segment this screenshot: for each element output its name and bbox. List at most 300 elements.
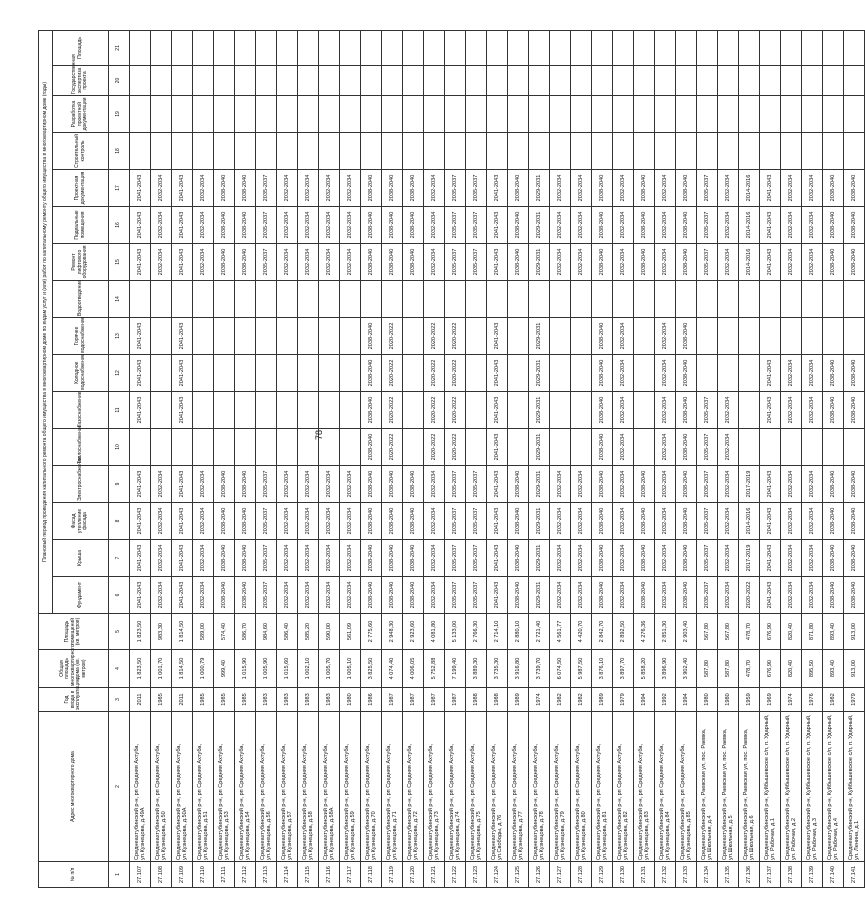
table-row (823, 30, 844, 887)
row-period-cell: 2029-2031 (529, 466, 550, 503)
row-address: Среднеахтубинский р-н, рп Средняя Ахтуба, ул.Кузнецова, д.74 (445, 712, 466, 862)
row-period-cell (529, 281, 550, 318)
row-number: 27.118 (361, 862, 382, 888)
row-number: 27.133 (676, 862, 697, 888)
table-row (571, 30, 592, 887)
row-period-cell: 2038-2040 (508, 170, 529, 207)
row-year: 2011 (172, 688, 193, 712)
row-period-cell: 2032-2034 (193, 540, 214, 577)
row-period-cell: 2032-2034 (571, 466, 592, 503)
row-total-area: 3 876,10 (592, 650, 613, 688)
header-sub-14: Разработка проектной документации (53, 96, 109, 133)
row-total-area: 7 199,40 (445, 650, 466, 688)
row-period-cell (634, 133, 655, 170)
row-period-cell (739, 429, 760, 466)
row-period-cell (571, 133, 592, 170)
row-period-cell (718, 30, 739, 65)
row-period-cell: 2035-2037 (466, 503, 487, 540)
row-period-cell: 2035-2037 (466, 540, 487, 577)
row-period-cell: 2041-2043 (172, 207, 193, 244)
row-total-area: 587,80 (697, 650, 718, 688)
row-period-cell (340, 96, 361, 133)
row-period-cell: 2041-2043 (130, 540, 151, 577)
row-period-cell: 2032-2034 (655, 318, 676, 355)
row-period-cell: 2020-2022 (739, 577, 760, 614)
header-living-area: Площадь помещений (кв. метров) (39, 614, 109, 650)
row-period-cell (781, 96, 802, 133)
row-year: 1969 (760, 688, 781, 712)
row-period-cell: 2041-2043 (130, 170, 151, 207)
row-period-cell: 2038-2040 (823, 392, 844, 429)
row-period-cell: 2038-2040 (592, 244, 613, 281)
row-period-cell (235, 429, 256, 466)
row-period-cell: 2032-2034 (151, 503, 172, 540)
row-address: Среднеахтубинский р-н, рп Средняя Ахтуба, ул.Свободы, д.76 (487, 712, 508, 862)
row-period-cell: 2041-2043 (130, 318, 151, 355)
row-period-cell (508, 30, 529, 65)
row-period-cell: 2032-2034 (340, 503, 361, 540)
row-period-cell (466, 318, 487, 355)
row-period-cell (634, 281, 655, 318)
row-living-area: 871,80 (802, 614, 823, 650)
row-period-cell: 2032-2034 (340, 540, 361, 577)
row-living-area: 2 721,40 (529, 614, 550, 650)
row-living-area: 586,70 (235, 614, 256, 650)
row-period-cell: 2038-2040 (634, 540, 655, 577)
table-row (760, 30, 781, 887)
row-period-cell (571, 392, 592, 429)
row-total-area: 1 823,50 (130, 650, 151, 688)
row-total-area: 676,90 (760, 650, 781, 688)
row-total-area: 999,40 (214, 650, 235, 688)
row-period-cell: 2038-2040 (235, 207, 256, 244)
row-period-cell: 2038-2040 (823, 170, 844, 207)
row-period-cell (424, 281, 445, 318)
row-period-cell: 2032-2034 (655, 207, 676, 244)
row-period-cell (319, 429, 340, 466)
row-period-cell (571, 66, 592, 96)
row-living-area: 2 903,40 (676, 614, 697, 650)
row-period-cell (256, 133, 277, 170)
row-period-cell (130, 133, 151, 170)
row-number: 27.135 (718, 862, 739, 888)
row-total-area: 478,70 (739, 650, 760, 688)
row-period-cell: 2041-2043 (172, 503, 193, 540)
column-number: 8 (109, 503, 130, 540)
row-period-cell: 2032-2034 (718, 392, 739, 429)
row-period-cell (613, 66, 634, 96)
row-period-cell (802, 281, 823, 318)
column-number: 21 (109, 30, 130, 65)
row-period-cell: 2032-2034 (193, 244, 214, 281)
row-address: Среднеахтубинский р-н, рп Средняя Ахтуба, ул.Кузнецова, д.54 (235, 712, 256, 862)
row-period-cell: 2041-2043 (130, 503, 151, 540)
row-period-cell: 2032-2034 (613, 170, 634, 207)
row-address: Среднеахтубинский р-н, рп Средняя Ахтуба, ул.Кузнецова, д.56 (256, 712, 277, 862)
row-period-cell (508, 281, 529, 318)
row-address: Среднеахтубинский р-н, Раевская ул, пос. Раевка, ул.Школьная, д.6 (739, 712, 760, 862)
column-number: 10 (109, 429, 130, 466)
column-number: 18 (109, 133, 130, 170)
row-period-cell (403, 392, 424, 429)
row-period-cell: 2032-2034 (781, 466, 802, 503)
row-period-cell (508, 318, 529, 355)
row-year: 1982 (823, 688, 844, 712)
row-address: Среднеахтубинский р-н, Куйбышевское с/п, п. Ударный, ул. Рабочая, д.3 (802, 712, 823, 862)
row-period-cell: 2041-2043 (487, 577, 508, 614)
row-period-cell (298, 281, 319, 318)
row-total-area: 1 001,70 (151, 650, 172, 688)
row-period-cell: 2041-2043 (130, 392, 151, 429)
row-address: Среднеахтубинский р-н, рп Средняя Ахтуба, ул.Кузнецова, д.50 (151, 712, 172, 862)
row-period-cell: 2032-2034 (571, 540, 592, 577)
row-period-cell: 2038-2040 (382, 577, 403, 614)
row-period-cell: 2038-2040 (676, 429, 697, 466)
row-period-cell (340, 429, 361, 466)
row-number: 27.128 (571, 862, 592, 888)
table-row (193, 30, 214, 887)
row-period-cell: 2041-2043 (172, 355, 193, 392)
column-number: 9 (109, 466, 130, 503)
row-period-cell (298, 133, 319, 170)
row-period-cell: 2041-2043 (487, 429, 508, 466)
row-number: 27.139 (802, 862, 823, 888)
row-period-cell (445, 96, 466, 133)
row-period-cell: 2032-2034 (802, 540, 823, 577)
row-period-cell (676, 96, 697, 133)
row-period-cell (571, 96, 592, 133)
row-period-cell: 2038-2040 (592, 392, 613, 429)
row-period-cell: 2032-2034 (718, 577, 739, 614)
row-period-cell: 2035-2037 (256, 577, 277, 614)
row-period-cell (823, 66, 844, 96)
row-period-cell (319, 96, 340, 133)
row-year: 1988 (466, 688, 487, 712)
row-period-cell: 2032-2034 (151, 170, 172, 207)
row-year: 1980 (340, 688, 361, 712)
row-living-area: 2 851,30 (655, 614, 676, 650)
row-year: 1974 (529, 688, 550, 712)
row-period-cell (697, 318, 718, 355)
row-year: 1989 (592, 688, 613, 712)
row-period-cell (781, 133, 802, 170)
row-period-cell: 2032-2034 (424, 170, 445, 207)
row-period-cell: 2041-2043 (130, 577, 151, 614)
row-period-cell: 2032-2034 (193, 503, 214, 540)
row-year: 1974 (781, 688, 802, 712)
row-period-cell: 2032-2034 (319, 170, 340, 207)
row-period-cell: 2032-2034 (781, 540, 802, 577)
table-row (508, 30, 529, 887)
table-row (361, 30, 382, 887)
row-period-cell (508, 96, 529, 133)
row-period-cell: 2038-2040 (214, 244, 235, 281)
row-period-cell (844, 429, 865, 466)
row-period-cell: 2032-2034 (802, 503, 823, 540)
table-row (718, 30, 739, 887)
column-number: 19 (109, 96, 130, 133)
row-period-cell: 2038-2040 (844, 392, 865, 429)
row-period-cell (130, 96, 151, 133)
row-period-cell: 2032-2034 (151, 577, 172, 614)
row-period-cell: 2032-2034 (319, 540, 340, 577)
row-number: 27.115 (298, 862, 319, 888)
row-period-cell: 2032-2034 (193, 577, 214, 614)
row-period-cell (172, 281, 193, 318)
row-period-cell: 2035-2037 (445, 503, 466, 540)
row-period-cell: 2038-2040 (403, 207, 424, 244)
row-period-cell (697, 133, 718, 170)
row-address: Среднеахтубинский р-н, рп Средняя Ахтуба, ул.Кузнецова, д.82 (613, 712, 634, 862)
row-period-cell: 2032-2034 (277, 577, 298, 614)
row-period-cell: 2029-2031 (529, 540, 550, 577)
row-period-cell: 2041-2043 (760, 392, 781, 429)
row-living-area: 2 880,10 (508, 614, 529, 650)
row-period-cell (172, 96, 193, 133)
row-year: 1986 (361, 688, 382, 712)
row-period-cell (172, 66, 193, 96)
row-period-cell: 2041-2043 (172, 392, 193, 429)
column-number: 7 (109, 540, 130, 577)
row-period-cell: 2032-2034 (718, 503, 739, 540)
row-period-cell: 2032-2034 (298, 540, 319, 577)
row-period-cell: 2038-2040 (823, 503, 844, 540)
row-period-cell (760, 66, 781, 96)
row-living-area: 2 892,50 (613, 614, 634, 650)
table-row (235, 30, 256, 887)
row-address: Среднеахтубинский р-н, Куйбышевское с/п, п. Ударный, ул. Рабочая, д.4 (823, 712, 844, 862)
row-period-cell: 2035-2037 (445, 466, 466, 503)
row-period-cell: 2038-2040 (403, 503, 424, 540)
row-period-cell: 2032-2034 (424, 244, 445, 281)
row-total-area: 913,00 (844, 650, 865, 688)
row-period-cell: 2032-2034 (613, 392, 634, 429)
table-row (403, 30, 424, 887)
row-period-cell: 2029-2031 (529, 207, 550, 244)
row-total-area: 5 858,20 (634, 650, 655, 688)
row-period-cell: 2038-2040 (361, 466, 382, 503)
row-period-cell: 2032-2034 (550, 244, 571, 281)
row-period-cell: 2038-2040 (592, 577, 613, 614)
row-period-cell: 2032-2034 (613, 577, 634, 614)
row-total-area: 1 015,90 (235, 650, 256, 688)
row-period-cell: 2038-2040 (676, 392, 697, 429)
row-period-cell (739, 66, 760, 96)
table-row (550, 30, 571, 887)
row-period-cell: 2032-2034 (277, 170, 298, 207)
row-period-cell (151, 281, 172, 318)
row-period-cell: 2041-2043 (172, 466, 193, 503)
row-period-cell: 2035-2037 (697, 170, 718, 207)
row-period-cell (529, 96, 550, 133)
row-period-cell (613, 30, 634, 65)
row-period-cell (487, 66, 508, 96)
row-period-cell (529, 133, 550, 170)
row-period-cell: 2032-2034 (424, 466, 445, 503)
row-period-cell (550, 30, 571, 65)
row-period-cell (634, 96, 655, 133)
row-period-cell (781, 30, 802, 65)
row-period-cell (550, 133, 571, 170)
row-year: 1983 (319, 688, 340, 712)
row-period-cell (424, 30, 445, 65)
row-period-cell (844, 133, 865, 170)
row-period-cell: 2038-2040 (235, 577, 256, 614)
row-period-cell (277, 133, 298, 170)
header-sub-5: Теплоснабжение (53, 429, 109, 466)
row-period-cell (340, 66, 361, 96)
row-period-cell (466, 429, 487, 466)
row-period-cell (508, 392, 529, 429)
row-number: 27.116 (319, 862, 340, 888)
row-period-cell (256, 96, 277, 133)
row-period-cell: 2035-2037 (697, 207, 718, 244)
row-period-cell (403, 429, 424, 466)
row-period-cell: 2035-2037 (256, 207, 277, 244)
row-period-cell (844, 318, 865, 355)
row-period-cell: 2020-2022 (445, 392, 466, 429)
row-period-cell (193, 355, 214, 392)
rotated-content (38, 33, 860, 888)
row-period-cell: 2032-2034 (718, 207, 739, 244)
row-year: 1985 (235, 688, 256, 712)
row-period-cell (802, 429, 823, 466)
row-period-cell: 2032-2034 (613, 244, 634, 281)
row-period-cell: 2032-2034 (277, 540, 298, 577)
row-living-area: 567,80 (697, 614, 718, 650)
table-row (277, 30, 298, 887)
row-period-cell: 2038-2040 (844, 207, 865, 244)
row-period-cell (697, 96, 718, 133)
row-period-cell (319, 392, 340, 429)
row-period-cell (214, 30, 235, 65)
row-period-cell: 2038-2040 (676, 540, 697, 577)
row-period-cell (298, 392, 319, 429)
row-period-cell (802, 66, 823, 96)
row-period-cell (445, 66, 466, 96)
row-period-cell: 2032-2034 (298, 466, 319, 503)
row-period-cell: 2035-2037 (445, 540, 466, 577)
row-period-cell: 2032-2034 (613, 207, 634, 244)
row-period-cell: 2035-2037 (697, 244, 718, 281)
row-period-cell: 2032-2034 (655, 170, 676, 207)
row-period-cell (235, 318, 256, 355)
row-period-cell: 2038-2040 (844, 577, 865, 614)
row-period-cell (235, 96, 256, 133)
row-total-area: 3 825,50 (361, 650, 382, 688)
row-period-cell: 2038-2040 (235, 466, 256, 503)
row-period-cell: 2038-2040 (676, 355, 697, 392)
row-year: 1992 (655, 688, 676, 712)
page-number: 78 (314, 429, 325, 441)
row-period-cell (739, 318, 760, 355)
table-row (844, 30, 865, 887)
row-period-cell: 2032-2034 (613, 318, 634, 355)
row-period-cell: 2017-2019 (739, 466, 760, 503)
row-period-cell (214, 318, 235, 355)
row-period-cell: 2038-2040 (634, 170, 655, 207)
row-period-cell (319, 281, 340, 318)
row-period-cell (697, 281, 718, 318)
row-total-area: 4 074,40 (382, 650, 403, 688)
row-period-cell (445, 30, 466, 65)
row-period-cell: 2038-2040 (214, 170, 235, 207)
row-period-cell (760, 281, 781, 318)
row-period-cell (214, 133, 235, 170)
row-number: 27.117 (340, 862, 361, 888)
row-period-cell (592, 133, 613, 170)
row-period-cell (613, 96, 634, 133)
row-period-cell: 2038-2040 (214, 577, 235, 614)
row-period-cell (739, 281, 760, 318)
row-period-cell: 2041-2043 (130, 466, 151, 503)
table-row (298, 30, 319, 887)
table-row (256, 30, 277, 887)
row-living-area: 4 276,36 (634, 614, 655, 650)
row-period-cell (256, 281, 277, 318)
row-period-cell: 2032-2034 (802, 355, 823, 392)
row-year: 1985 (151, 688, 172, 712)
row-period-cell: 2038-2040 (214, 466, 235, 503)
row-total-area: 4 006,05 (403, 650, 424, 688)
row-period-cell (151, 429, 172, 466)
row-period-cell: 2032-2034 (424, 540, 445, 577)
row-period-cell (256, 392, 277, 429)
row-period-cell: 2038-2040 (382, 170, 403, 207)
row-period-cell (466, 281, 487, 318)
header-sub-15: Государственная экспертиза проекта (53, 66, 109, 96)
row-living-area: 1 823,50 (130, 614, 151, 650)
row-period-cell: 2038-2040 (403, 466, 424, 503)
row-period-cell (256, 429, 277, 466)
row-year: 1983 (298, 688, 319, 712)
row-period-cell (676, 30, 697, 65)
row-period-cell: 2038-2040 (634, 466, 655, 503)
row-period-cell (403, 30, 424, 65)
row-period-cell (466, 355, 487, 392)
row-period-cell: 2035-2037 (466, 466, 487, 503)
row-year: 1987 (382, 688, 403, 712)
row-period-cell: 2032-2034 (655, 355, 676, 392)
row-total-area: 3 735,30 (487, 650, 508, 688)
row-year: 1982 (550, 688, 571, 712)
row-period-cell (844, 281, 865, 318)
row-period-cell: 2038-2040 (361, 207, 382, 244)
row-period-cell: 2038-2040 (823, 244, 844, 281)
row-total-area: 1 015,60 (277, 650, 298, 688)
row-period-cell (550, 392, 571, 429)
row-period-cell: 2032-2034 (613, 466, 634, 503)
row-year: 1987 (424, 688, 445, 712)
row-address: Среднеахтубинский р-н, рп Средняя Ахтуба, ул.Кузнецова, д.50А (172, 712, 193, 862)
row-period-cell (739, 392, 760, 429)
row-year: 1980 (697, 688, 718, 712)
row-period-cell: 2032-2034 (802, 392, 823, 429)
column-number: 1 (109, 862, 130, 888)
row-period-cell (403, 355, 424, 392)
row-period-cell: 2032-2034 (151, 466, 172, 503)
row-year: 1985 (193, 688, 214, 712)
table-row (487, 30, 508, 887)
row-period-cell: 2038-2040 (361, 429, 382, 466)
row-period-cell (361, 281, 382, 318)
row-address: Среднеахтубинский р-н, рп Средняя Ахтуба, ул.Кузнецова, д.85 (676, 712, 697, 862)
row-period-cell: 2041-2043 (760, 503, 781, 540)
row-total-area: 1 005,10 (340, 650, 361, 688)
row-period-cell: 2032-2034 (613, 355, 634, 392)
row-period-cell: 2038-2040 (844, 355, 865, 392)
row-period-cell: 2032-2034 (571, 244, 592, 281)
